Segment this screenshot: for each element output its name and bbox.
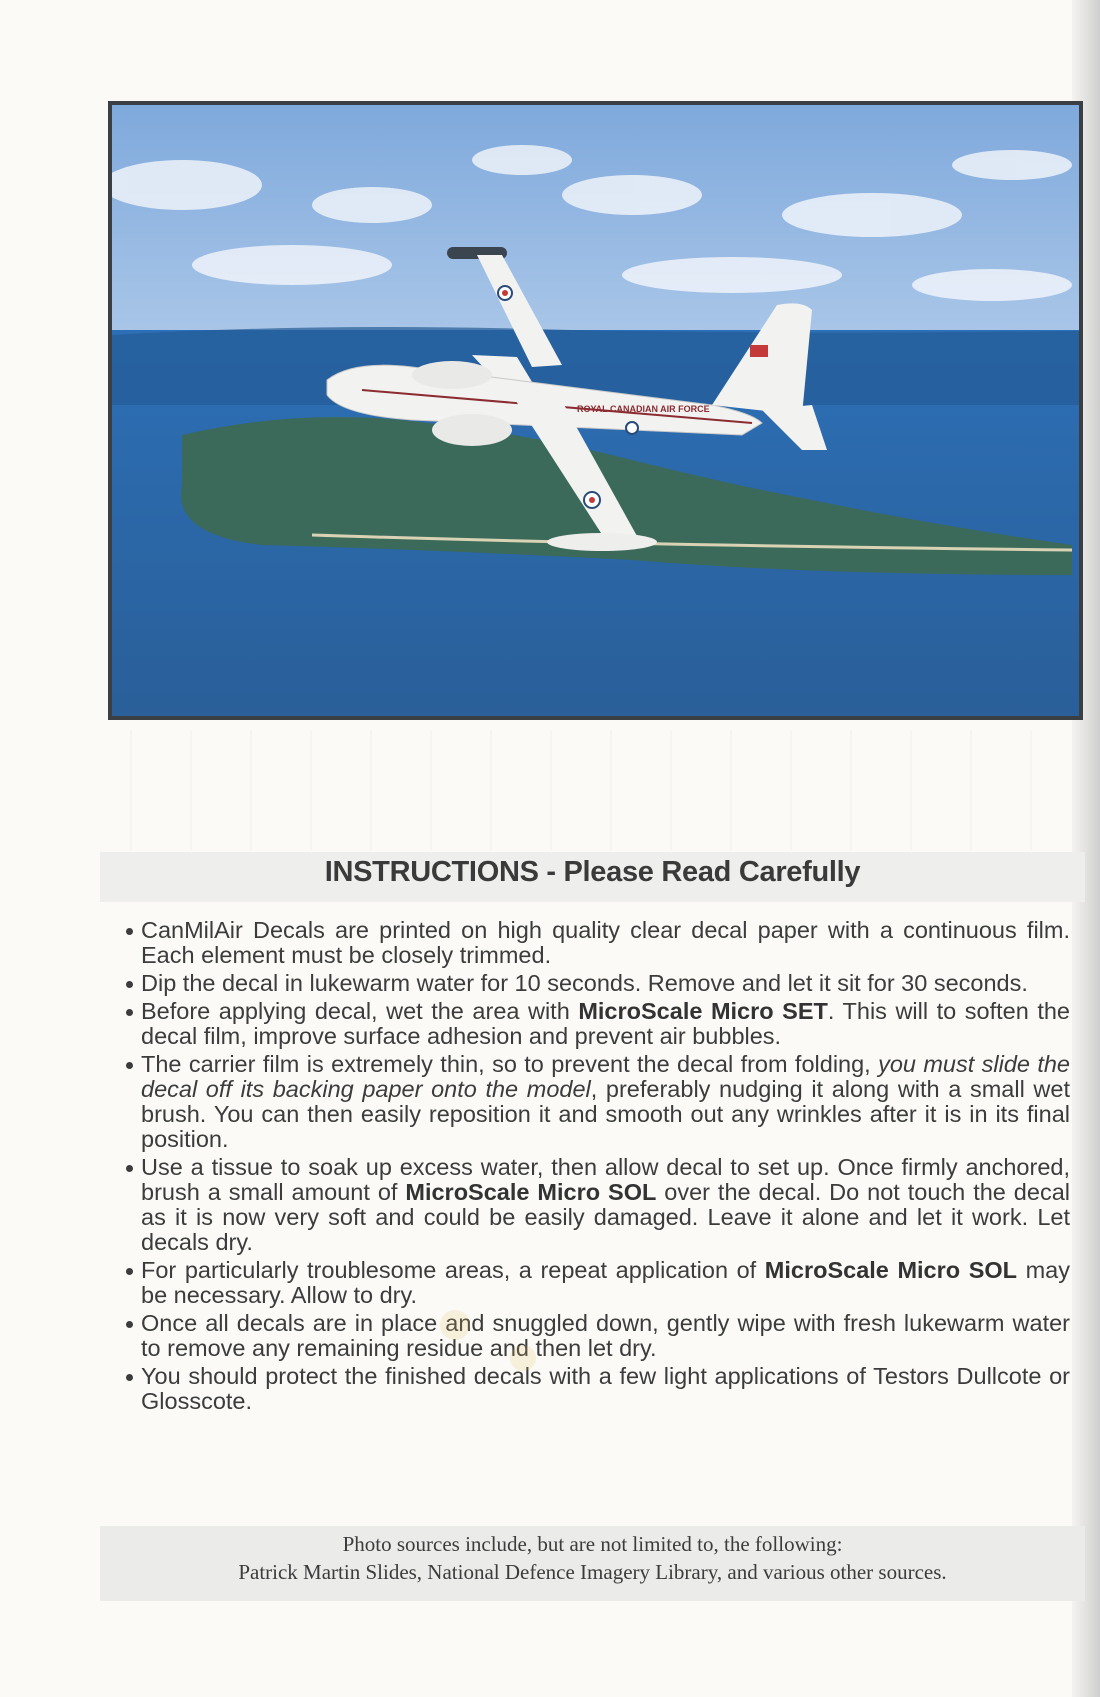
instruction-text: Once all decals are in place and snuggled down, gently wipe with fresh lukewarm water to remove any remaining residue and then let dry. — [141, 1310, 1070, 1361]
aircraft-photo-illustration — [112, 105, 1079, 716]
instruction-text: Dip the decal in lukewarm water for 10 seconds. Remove and let it sit for 30 seconds. — [141, 970, 1028, 996]
instruction-text: You should protect the finished decals with a few light applications of Testors Dullcote or Glosscote. — [141, 1363, 1070, 1414]
instruction-text: For particularly troublesome areas, a repeat application of — [141, 1257, 765, 1283]
credits-line-2: Patrick Martin Slides, National Defence Imagery Library, and various other sources. — [238, 1560, 947, 1584]
product-name: MicroScale Micro SOL — [405, 1179, 657, 1205]
bullet-icon — [126, 1374, 133, 1381]
instruction-item — [126, 1364, 1070, 1414]
bullet-icon — [126, 1165, 133, 1172]
emphasis-text: you must slide the decal off its backing paper onto the model — [141, 1051, 1070, 1102]
instruction-text: . This will to soften the decal film, improve surface adhesion and prevent air bubbles. — [141, 998, 1070, 1049]
instruction-item — [126, 1155, 1070, 1255]
fuselage-text: ROYAL CANADIAN AIR FORCE — [577, 404, 710, 414]
photo-credits — [100, 1530, 1085, 1586]
paper-stain — [510, 1345, 536, 1371]
credits-line-1: Photo sources include, but are not limited to, the following: — [342, 1532, 843, 1556]
paper-stain — [440, 1310, 470, 1340]
bullet-icon — [126, 928, 133, 935]
bullet-icon — [126, 1009, 133, 1016]
instruction-text: Use a tissue to soak up excess water, then allow decal to set up. Once firmly anchored, brush a small amount of — [141, 1154, 1070, 1205]
bullet-icon — [126, 1062, 133, 1069]
instruction-item — [126, 999, 1070, 1049]
instruction-text: , preferably nudging it along with a small wet brush. You can then easily reposition it and smooth out any wrinkles after it is in its final position. — [141, 1076, 1070, 1152]
bullet-icon — [126, 1268, 133, 1275]
product-name: MicroScale Micro SET — [578, 998, 828, 1024]
product-name: MicroScale Micro SOL — [764, 1257, 1018, 1283]
instructions-list — [126, 918, 1070, 1417]
show-through-artifact — [130, 730, 1080, 850]
instruction-item — [126, 1258, 1070, 1308]
bullet-icon — [126, 981, 133, 988]
instruction-text: may be necessary. Allow to dry. — [141, 1257, 1070, 1308]
instruction-text: CanMilAir Decals are printed on high quality clear decal paper with a continuous film. Each element must be closely trimmed. — [141, 917, 1070, 968]
bullet-icon — [126, 1321, 133, 1328]
instruction-item — [126, 1052, 1070, 1152]
instruction-item — [126, 971, 1070, 996]
instructions-title: INSTRUCTIONS - Please Read Carefully — [324, 856, 861, 888]
instruction-text: The carrier film is extremely thin, so to prevent the decal from folding, — [141, 1051, 879, 1077]
instruction-text: over the decal. Do not touch the decal as it is now very soft and could be easily damaged. Leave it alone and let it work. Let decals dry. — [141, 1179, 1070, 1255]
aircraft-photo — [108, 101, 1083, 720]
instruction-item — [126, 918, 1070, 968]
instruction-item — [126, 1311, 1070, 1361]
instruction-text: Before applying decal, wet the area with — [141, 998, 579, 1024]
